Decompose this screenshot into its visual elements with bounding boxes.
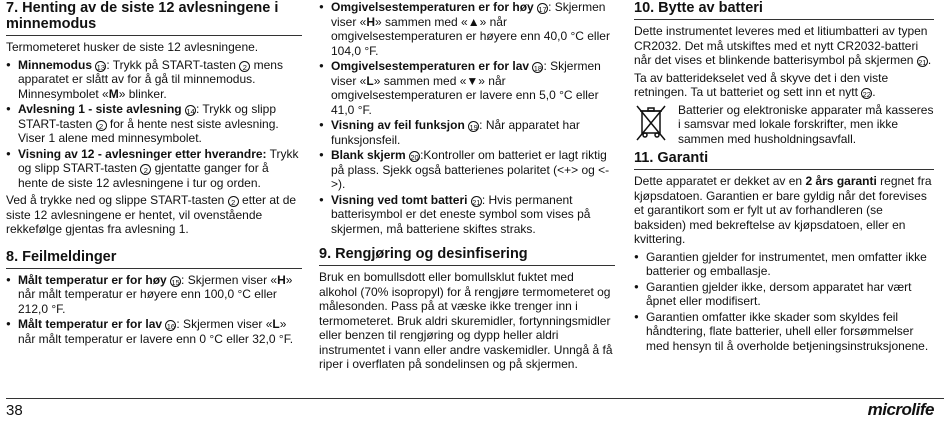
section-7-intro: Termometeret husker de siste 12 avlesningene. <box>6 40 259 54</box>
list-item: ● Garantien gjelder for instrumentet, men omfatter ikke batterier og emballasje. <box>634 250 934 279</box>
disposal-text: Batterier og elektroniske apparater må kasseres i samsvar med lokale forskrifter, men ikke sammen med husholdningsavfall. <box>678 102 934 146</box>
cleaning-paragraph: Bruk en bomullsdott eller bomullsklut fuktet med alkohol (70% isopropyl) for å rengjøre termometeret og målesonden. Pass på at væske ikke trenger inn i termometeret. Bruk aldri skuremidler, fortynningsmidler eller benzen til rengjøring og dypp heller aldri instrumentet i vann eller andre vaskemidler. Unngå å få riper i overflaten på sondelinsen og på skjermen. <box>319 270 613 371</box>
callout-number: 2 <box>140 164 151 175</box>
list-item: ● Omgivelsestemperaturen er for høy 17: Skjermen viser «H» sammen med «▲» når omgivelsestemperaturen er høyere enn 40,0 °C eller 104,0 °F. <box>319 0 615 58</box>
column-middle <box>319 0 615 375</box>
section-10-heading: 10. Bytte av batteri <box>634 0 763 16</box>
memory-mode-list <box>6 58 302 191</box>
list-item: ● Omgivelsestemperaturen er for lav 18: Skjermen viser «L» sammen med «▼» når omgivelsestemperaturen er lavere enn 5,0 °C eller 41,0 °F. <box>319 59 615 117</box>
battery-paragraph-1: Dette instrumentet leveres med et litiumbatteri av typen CR2032. Det må utskiftes med et nytt CR2032-batteri når det vises et blinkende batterisymbol på skjermen 21. <box>634 24 932 67</box>
callout-number: 15 <box>171 277 180 287</box>
battery-paragraph-2: Ta av batteridekselet ved å skyve det i den viste retningen. Ta ut batteriet og sett inn et nytt 22. <box>634 70 889 99</box>
list-item: ● Blank skjerm 20:Kontroller om batteriet er lagt riktig på plass. Sjekk også batterienes polaritet (<+> og <->). <box>319 148 615 192</box>
divider <box>634 19 934 20</box>
ambient-error-list <box>319 0 615 236</box>
brand-logo: microlife <box>867 400 934 419</box>
up-triangle-icon: ▲ <box>467 14 480 29</box>
callout-number: 2 <box>228 196 239 207</box>
divider <box>6 268 302 269</box>
list-item: ● Målt temperatur er for lav 16: Skjermen viser «L» når målt temperatur er lavere enn 0 °C eller 32,0 °F. <box>6 317 302 346</box>
callout-number: 14 <box>186 107 195 116</box>
column-right <box>634 0 934 356</box>
callout-number: 20 <box>410 153 419 162</box>
list-item: ● Avlesning 1 - siste avlesning 14: Trykk og slipp START-tasten 2 for å hente nest siste avlesning. Viser 1 alene med minnesymbolet. <box>6 102 302 146</box>
list-item: ● Visning av 12 - avlesninger etter hverandre: Trykk og slipp START-tasten 2 gjentatte ganger for å hente de siste 12 avlesningene i tur og orden. <box>6 147 302 191</box>
list-item: ● Garantien omfatter ikke skader som skyldes feil håndtering, flate batterier, uhell eller forsømmelser med hensyn til å overholde betjeningsinstruksjonene. <box>634 310 934 354</box>
callout-number: 22 <box>862 90 871 99</box>
callout-number: 17 <box>538 5 547 14</box>
error-list <box>6 273 302 347</box>
list-item: ● Minnemodus 13: Trykk på START-tasten 2 mens apparatet er slått av for å gå til minnemodus. Minnesymbolet «M» blinker. <box>6 58 302 102</box>
warranty-paragraph: Dette apparatet er dekket av en 2 års garanti regnet fra kjøpsdatoen. Garantien er bare gyldig når det forevises et garantikort som er fylt ut av forhandleren (se baksiden) med bekreftelse av kjøpsdatoen, eller en kvittering. <box>634 174 932 246</box>
callout-number: 21 <box>472 197 481 207</box>
warranty-list <box>634 250 934 354</box>
callout-number: 21 <box>918 58 927 67</box>
callout-number: 19 <box>469 123 478 132</box>
section-7-heading: 7. Henting av de siste 12 avlesningene i minnemodus <box>6 0 279 32</box>
repeat-paragraph: Ved å trykke ned og slippe START-tasten 2 etter at de siste 12 avlesningene er hentet, vil ovenstående rekkefølge gjentas fra avlesning 1. <box>6 193 297 236</box>
divider <box>634 169 934 170</box>
divider <box>6 35 302 36</box>
column-left <box>6 0 302 349</box>
footer-rule <box>6 398 944 399</box>
divider <box>319 265 615 266</box>
crossed-bin-icon <box>634 103 668 143</box>
callout-number: 2 <box>96 120 107 131</box>
callout-number: 18 <box>533 64 543 73</box>
section-8-heading: 8. Feilmeldinger <box>6 248 117 265</box>
page-number: 38 <box>6 402 23 419</box>
list-item: ● Målt temperatur er for høy 15: Skjermen viser «H» når målt temperatur er høyere enn 100,0 °C eller 212,0 °F. <box>6 273 302 317</box>
section-11-heading: 11. Garanti <box>634 150 709 166</box>
list-item: ● Garantien gjelder ikke, dersom apparatet har vært åpnet eller modifisert. <box>634 280 934 309</box>
disposal-notice <box>634 103 934 147</box>
down-triangle-icon: ▼ <box>466 73 479 88</box>
section-9-heading: 9. Rengjøring og desinfisering <box>319 246 528 262</box>
callout-number: 13 <box>96 62 106 72</box>
memory-symbol: M <box>108 86 119 101</box>
list-item: ● Visning av feil funksjon 19: Når apparatet har funksjonsfeil. <box>319 118 615 147</box>
callout-number: 2 <box>239 61 250 72</box>
list-item: ● Visning ved tomt batteri 21: Hvis permanent batterisymbol er det eneste symbol som vises på skjermen, må batteriene skiftes straks. <box>319 193 615 237</box>
callout-number: 16 <box>166 322 176 331</box>
